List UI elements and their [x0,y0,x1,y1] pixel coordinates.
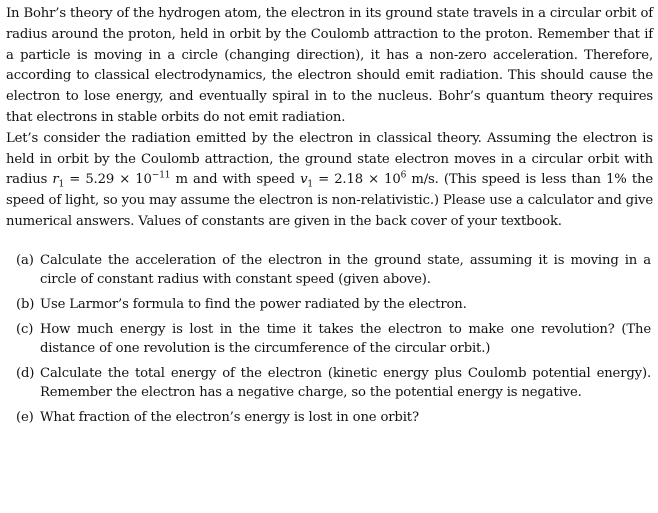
radius-value: = 5.29 × 10 [64,172,152,188]
radius-symbol: r [52,172,59,188]
question-text: Calculate the total energy of the electron (kinetic energy plus Coulomb potential energy). Remember the electron has a negative charge, so the potential energy is negative. [40,365,651,400]
question-text: Calculate the acceleration of the electron in the ground state, assuming it is moving in a circle of constant radius with constant speed (given above). [40,252,651,287]
question-label: (c) [16,321,34,337]
speed-symbol: v [300,172,308,188]
intro-paragraph: In Bohr’s theory of the hydrogen atom, the electron in its ground state travels in a circular orbit of radius around the proton, held in orbit by the Coulomb attraction to the proton. Remember that if a particle is moving in a circle (changing direction), it has a non-zero acceleration. Therefore, according to classical electrodynamics, the electron should emit radiation. This should cause the electron to lose energy, and eventually spiral in to the nucleus. Bohr’s quantum theory requires that electrons in stable orbits do not emit radiation. [6,6,653,125]
radius-subscript: 1 [58,180,65,191]
question-text: How much energy is lost in the time it takes the electron to make one revolution? (The distance of one revolution is the circumference of the circular orbit.) [40,321,651,356]
question-item-e [6,408,653,427]
setup-text-part3: m/s. (This speed is less than 1% the speed of light, so you may assume the electron is non-relativistic.) Please use a calculator and give numerical answers. Values of constants are given in the back cover of your textbook. [6,172,654,229]
question-label: (d) [16,365,35,381]
question-item-a [6,251,653,289]
question-item-c [6,320,653,358]
speed-value: = 2.18 × 10 [312,172,401,188]
radius-exponent: −11 [151,170,171,181]
question-text: Use Larmor’s formula to find the power radiated by the electron. [40,296,467,312]
question-label: (a) [16,252,34,268]
question-list [6,251,653,427]
setup-text-part2: m and with speed [170,172,301,188]
speed-subscript: 1 [307,180,313,191]
question-item-b [6,295,653,314]
question-label: (b) [16,296,35,312]
question-item-d [6,364,653,402]
question-label: (e) [16,409,34,425]
setup-paragraph [6,129,653,233]
question-text: What fraction of the electron’s energy is lost in one orbit? [40,409,419,425]
speed-exponent: 6 [400,170,407,181]
setup-text-part1: Let’s consider the radiation emitted by the electron in classical theory. Assuming the electron is held in orbit by the Coulomb attraction, the ground state electron moves in a circular orbit with radius [6,130,653,188]
